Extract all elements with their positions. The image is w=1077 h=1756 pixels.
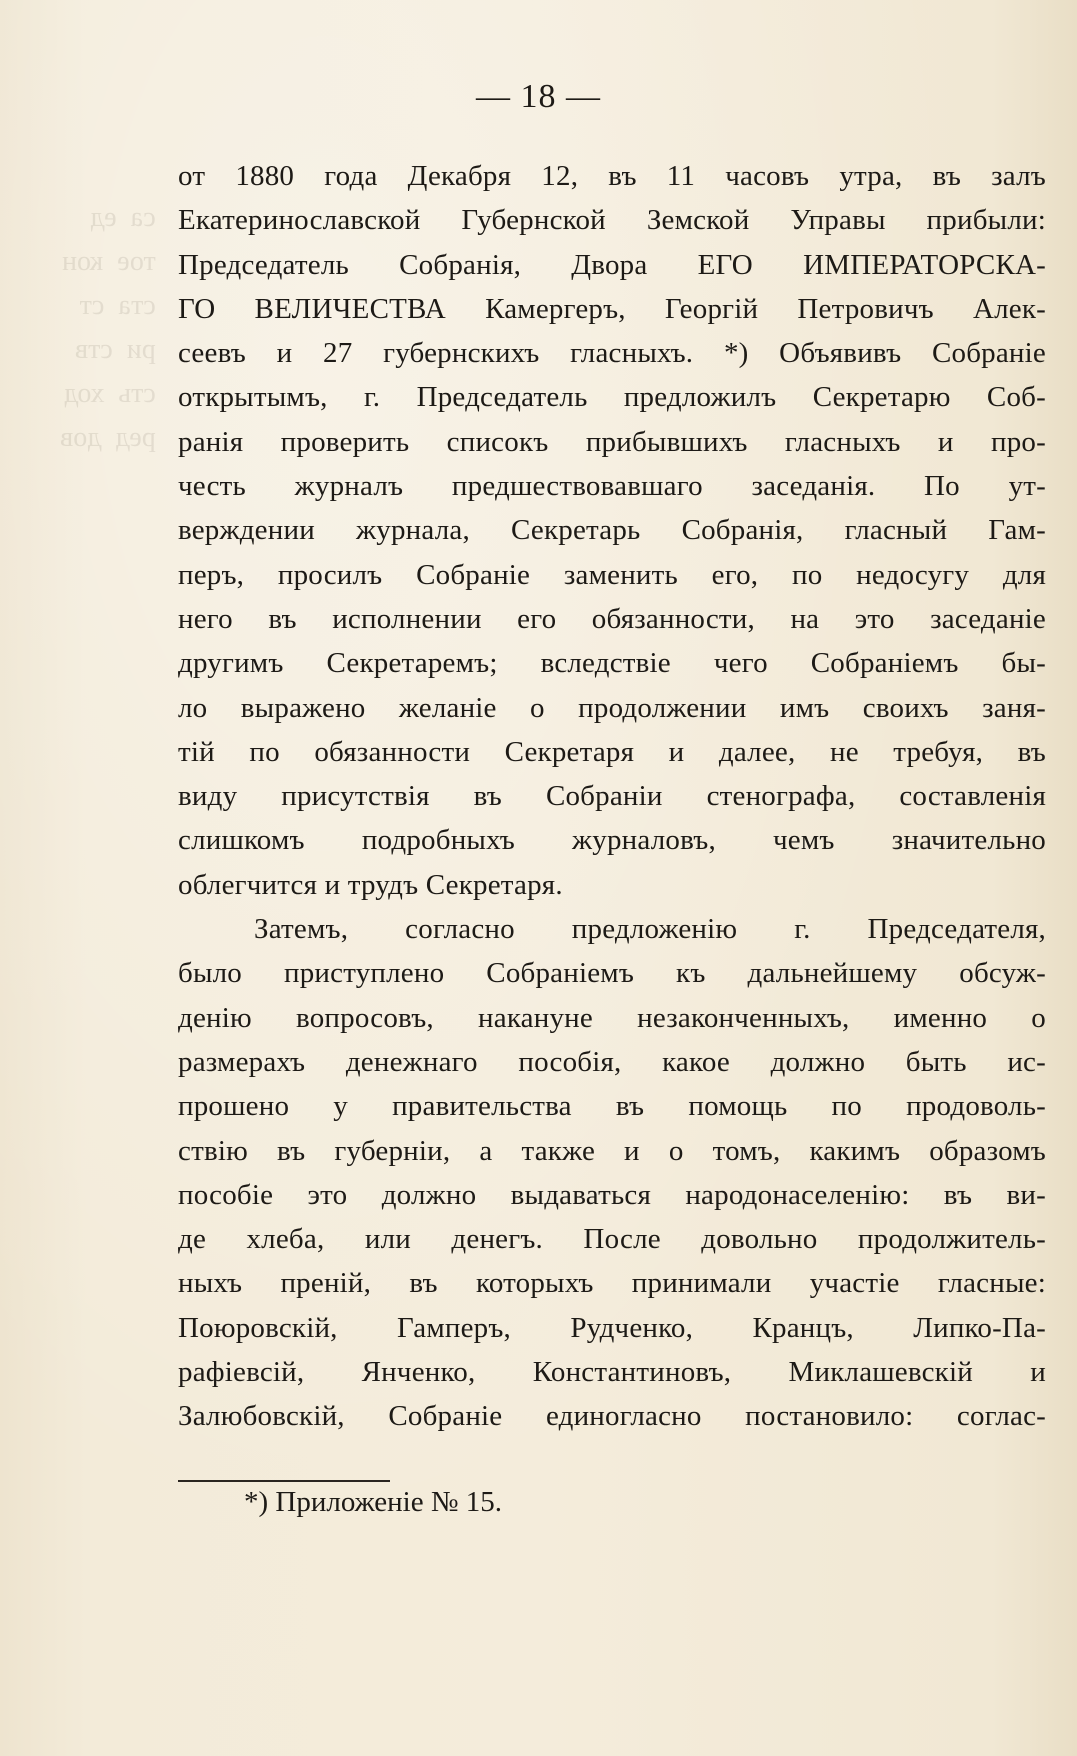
text-line: Екатеринославской Губернской Земской Управы прибыли: — [178, 204, 1046, 237]
text-line: ствію въ губерніи, а также и о томъ, какимъ образомъ — [178, 1134, 1046, 1167]
text-line: него въ исполнении его обязанности, на это заседаніе — [178, 602, 1046, 635]
text-line: размерахъ денежнаго пособія, какое должно быть ис- — [178, 1045, 1046, 1078]
text-line: честь журналъ предшествовавшаго заседанія. По ут- — [178, 470, 1046, 503]
footnote: *) Приложеніе № 15. — [244, 1486, 503, 1518]
text-line: Председатель Собранія, Двора ЕГО ИМПЕРАТОРСКА- — [178, 248, 1046, 281]
text-line: Залюбовскій, Собраніе единогласно постановило: соглас- — [178, 1400, 1046, 1433]
text-line: ныхъ преній, въ которыхъ принимали участіе гласные: — [178, 1267, 1046, 1300]
text-line: открытымъ, г. Председатель предложилъ Секретарю Соб- — [178, 381, 1046, 414]
text-line: тій по обязанности Секретаря и далее, не требуя, въ — [178, 735, 1046, 768]
text-line: было приступлено Собраніемъ къ дальнейшему обсуж- — [178, 957, 1046, 990]
text-line: рафіевсій, Янченко, Константиновъ, Миклашевскій и — [178, 1356, 1046, 1389]
text-line: Поюровскій, Гамперъ, Рудченко, Кранцъ, Липко-Па- — [178, 1311, 1046, 1344]
body-text — [178, 154, 1046, 1439]
text-line: пособіе это должно выдаваться народонаселенію: въ ви- — [178, 1178, 1046, 1211]
text-line: ло выражено желаніе о продолжении имъ своихъ заня- — [178, 691, 1046, 724]
text-line: другимъ Секретаремъ; вследствіе чего Собраніемъ бы- — [178, 647, 1046, 680]
text-line: ГО ВЕЛИЧЕСТВА Камергеръ, Георгій Петровичъ Алек- — [178, 292, 1046, 325]
bleed-through-text: са ед тое кон ста ст ри ств сть ход ред дов — [60, 202, 156, 453]
text-line: от 1880 года Декабря 12, въ 11 часовъ утра, въ залъ — [178, 160, 1046, 192]
text-line: слишкомъ подробныхъ журналовъ, чемъ значительно — [178, 824, 1046, 857]
paragraph-end-line: облегчится и трудъ Секретаря. — [178, 868, 563, 901]
page-number: — 18 — — [476, 78, 601, 115]
text-line: прошено у правительства въ помощь по продоволь- — [178, 1090, 1046, 1123]
text-line: сеевъ и 27 губернскихъ гласныхъ. *) Объявивъ Собраніе — [178, 337, 1046, 370]
text-line: верждении журнала, Секретарь Собранія, гласный Гам- — [178, 514, 1046, 547]
text-line: ранія проверить списокъ прибывшихъ гласныхъ и про- — [178, 425, 1046, 458]
paragraph-start-line: Затемъ, согласно предложенію г. Председателя, — [254, 913, 1046, 946]
text-line: перъ, просилъ Собраніе заменить его, по недосугу для — [178, 558, 1046, 591]
text-line: виду присутствія въ Собраніи стенографа, составленія — [178, 780, 1046, 813]
text-line: де хлеба, или денегъ. После довольно продолжитель- — [178, 1223, 1046, 1256]
text-line: денію вопросовъ, накануне незаконченныхъ, именно о — [178, 1001, 1046, 1034]
